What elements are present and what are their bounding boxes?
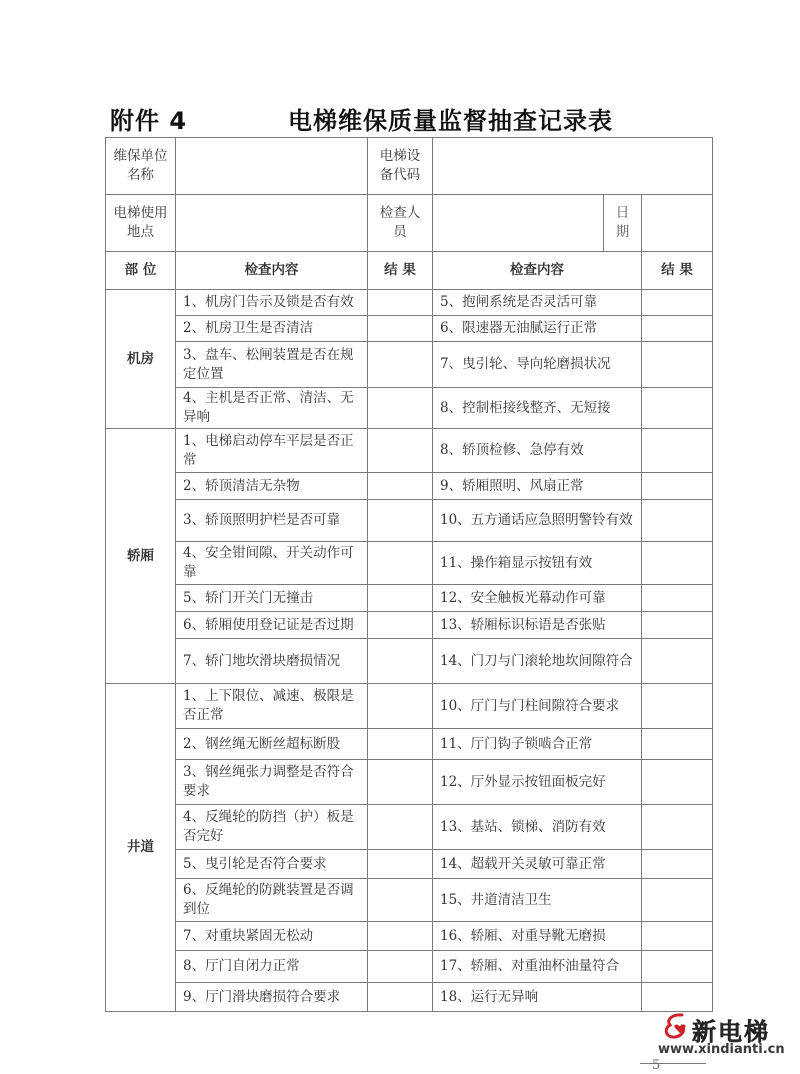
- check-item: 9、厅门滑块磨损符合要求: [176, 983, 368, 1012]
- equipment-code-label: 电梯设备代码: [368, 138, 433, 195]
- check-item: 1、机房门告示及锁是否有效: [176, 290, 368, 316]
- check-item: 3、钢丝绳张力调整是否符合要求: [176, 760, 368, 805]
- check-item: 2、机房卫生是否清洁: [176, 316, 368, 342]
- result-cell[interactable]: [368, 850, 433, 879]
- location-field[interactable]: [176, 195, 368, 252]
- check-item: 7、对重块紧固无松动: [176, 922, 368, 951]
- table-row: [106, 542, 713, 585]
- check-item: 2、轿顶清洁无杂物: [176, 473, 368, 500]
- inspection-record-table: [105, 137, 713, 1012]
- result-cell[interactable]: [368, 879, 433, 922]
- table-row: [106, 388, 713, 429]
- result-cell[interactable]: [642, 429, 713, 473]
- check-item: 9、轿厢照明、风扇正常: [433, 473, 642, 500]
- col-header-result-left: 结 果: [368, 252, 433, 290]
- table-row: [106, 429, 713, 473]
- result-cell[interactable]: [368, 316, 433, 342]
- table-row: [106, 879, 713, 922]
- result-cell[interactable]: [368, 983, 433, 1012]
- result-cell[interactable]: [642, 760, 713, 805]
- result-cell[interactable]: [642, 983, 713, 1012]
- check-item: 6、反绳轮的防跳装置是否调到位: [176, 879, 368, 922]
- table-row: [106, 473, 713, 500]
- table-row: [106, 729, 713, 760]
- info-row-2: [106, 195, 713, 252]
- check-item: 5、轿门开关门无撞击: [176, 585, 368, 612]
- result-cell[interactable]: [642, 850, 713, 879]
- equipment-code-field[interactable]: [433, 138, 713, 195]
- result-cell[interactable]: [642, 290, 713, 316]
- page-number-rule: [640, 1063, 706, 1064]
- result-cell[interactable]: [368, 500, 433, 542]
- result-cell[interactable]: [368, 429, 433, 473]
- check-item: 14、超载开关灵敏可靠正常: [433, 850, 642, 879]
- check-item: 16、轿厢、对重导靴无磨损: [433, 922, 642, 951]
- check-item: 12、安全触板光幕动作可靠: [433, 585, 642, 612]
- result-cell[interactable]: [368, 585, 433, 612]
- result-cell[interactable]: [368, 542, 433, 585]
- result-cell[interactable]: [368, 805, 433, 850]
- check-item: 11、厅门钩子锁啮合正常: [433, 729, 642, 760]
- table-row: [106, 290, 713, 316]
- result-cell[interactable]: [642, 922, 713, 951]
- check-item: 15、井道清洁卫生: [433, 879, 642, 922]
- check-item: 18、运行无异响: [433, 983, 642, 1012]
- check-item: 7、曳引轮、导向轮磨损状况: [433, 342, 642, 388]
- check-item: 6、轿厢使用登记证是否过期: [176, 612, 368, 639]
- maintenance-unit-label: 维保单位名称: [106, 138, 176, 195]
- result-cell[interactable]: [642, 388, 713, 429]
- result-cell[interactable]: [642, 951, 713, 983]
- check-item: 7、轿门地坎滑块磨损情况: [176, 639, 368, 684]
- result-cell[interactable]: [368, 922, 433, 951]
- watermark-name: 新电梯: [692, 1018, 770, 1046]
- check-item: 4、反绳轮的防挡（护）板是否完好: [176, 805, 368, 850]
- col-header-result-right: 结 果: [642, 252, 713, 290]
- result-cell[interactable]: [642, 639, 713, 684]
- date-label: 日期: [604, 195, 642, 252]
- result-cell[interactable]: [642, 342, 713, 388]
- check-item: 3、盘车、松闸装置是否在规定位置: [176, 342, 368, 388]
- result-cell[interactable]: [368, 612, 433, 639]
- result-cell[interactable]: [368, 639, 433, 684]
- inspector-field[interactable]: [433, 195, 604, 252]
- check-item: 12、厅外显示按钮面板完好: [433, 760, 642, 805]
- result-cell[interactable]: [368, 760, 433, 805]
- result-cell[interactable]: [642, 500, 713, 542]
- table-row: [106, 805, 713, 850]
- watermark-url: www.xindianti.cn: [658, 1042, 785, 1057]
- location-label: 电梯使用地点: [106, 195, 176, 252]
- col-header-content-right: 检查内容: [433, 252, 642, 290]
- table-row: [106, 951, 713, 983]
- table-row: [106, 316, 713, 342]
- check-item: 4、安全钳间隙、开关动作可靠: [176, 542, 368, 585]
- check-item: 13、基站、锁梯、消防有效: [433, 805, 642, 850]
- check-item: 8、轿顶检修、急停有效: [433, 429, 642, 473]
- check-item: 17、轿厢、对重油杯油量符合: [433, 951, 642, 983]
- attachment-label: 附件 4: [110, 107, 188, 135]
- check-item: 2、钢丝绳无断丝超标断股: [176, 729, 368, 760]
- check-item: 11、操作箱显示按钮有效: [433, 542, 642, 585]
- result-cell[interactable]: [642, 879, 713, 922]
- table-row: [106, 684, 713, 729]
- date-field[interactable]: [642, 195, 713, 252]
- result-cell[interactable]: [368, 290, 433, 316]
- section-car: 轿厢: [106, 429, 176, 684]
- table-row: [106, 639, 713, 684]
- result-cell[interactable]: [642, 684, 713, 729]
- watermark-logo-icon: [662, 1012, 690, 1040]
- check-item: 14、门刀与门滚轮地坎间隙符合: [433, 639, 642, 684]
- result-cell[interactable]: [642, 729, 713, 760]
- maintenance-unit-field[interactable]: [176, 138, 368, 195]
- section-machine-room: 机房: [106, 290, 176, 429]
- result-cell[interactable]: [368, 951, 433, 983]
- check-item: 8、控制柜接线整齐、无短接: [433, 388, 642, 429]
- result-cell[interactable]: [642, 316, 713, 342]
- table-row: [106, 760, 713, 805]
- check-item: 1、上下限位、减速、极限是否正常: [176, 684, 368, 729]
- check-item: 13、轿厢标识标语是否张贴: [433, 612, 642, 639]
- result-cell[interactable]: [642, 805, 713, 850]
- table-row: [106, 850, 713, 879]
- check-item: 1、电梯启动停车平层是否正常: [176, 429, 368, 473]
- check-item: 5、曳引轮是否符合要求: [176, 850, 368, 879]
- result-cell[interactable]: [642, 585, 713, 612]
- page-number: 5: [652, 1058, 661, 1073]
- result-cell[interactable]: [642, 612, 713, 639]
- table-row: [106, 983, 713, 1012]
- result-cell[interactable]: [642, 542, 713, 585]
- result-cell[interactable]: [368, 684, 433, 729]
- column-header-row: [106, 252, 713, 290]
- page-title: 电梯维保质量监督抽查记录表: [288, 107, 613, 135]
- result-cell[interactable]: [368, 473, 433, 500]
- result-cell[interactable]: [642, 473, 713, 500]
- check-item: 6、限速器无油腻运行正常: [433, 316, 642, 342]
- check-item: 10、厅门与门柱间隙符合要求: [433, 684, 642, 729]
- check-item: 8、厅门自闭力正常: [176, 951, 368, 983]
- check-item: 4、主机是否正常、清洁、无异响: [176, 388, 368, 429]
- table-row: [106, 500, 713, 542]
- inspector-label: 检查人员: [368, 195, 433, 252]
- check-item: 5、抱闸系统是否灵活可靠: [433, 290, 642, 316]
- check-item: 10、五方通话应急照明警铃有效: [433, 500, 642, 542]
- section-hoistway: 井道: [106, 684, 176, 1012]
- check-item: 3、轿顶照明护栏是否可靠: [176, 500, 368, 542]
- col-header-content-left: 检查内容: [176, 252, 368, 290]
- result-cell[interactable]: [368, 729, 433, 760]
- table-row: [106, 922, 713, 951]
- table-row: [106, 342, 713, 388]
- col-header-section: 部 位: [106, 252, 176, 290]
- table-row: [106, 585, 713, 612]
- table-row: [106, 612, 713, 639]
- result-cell[interactable]: [368, 342, 433, 388]
- info-row-1: [106, 138, 713, 195]
- result-cell[interactable]: [368, 388, 433, 429]
